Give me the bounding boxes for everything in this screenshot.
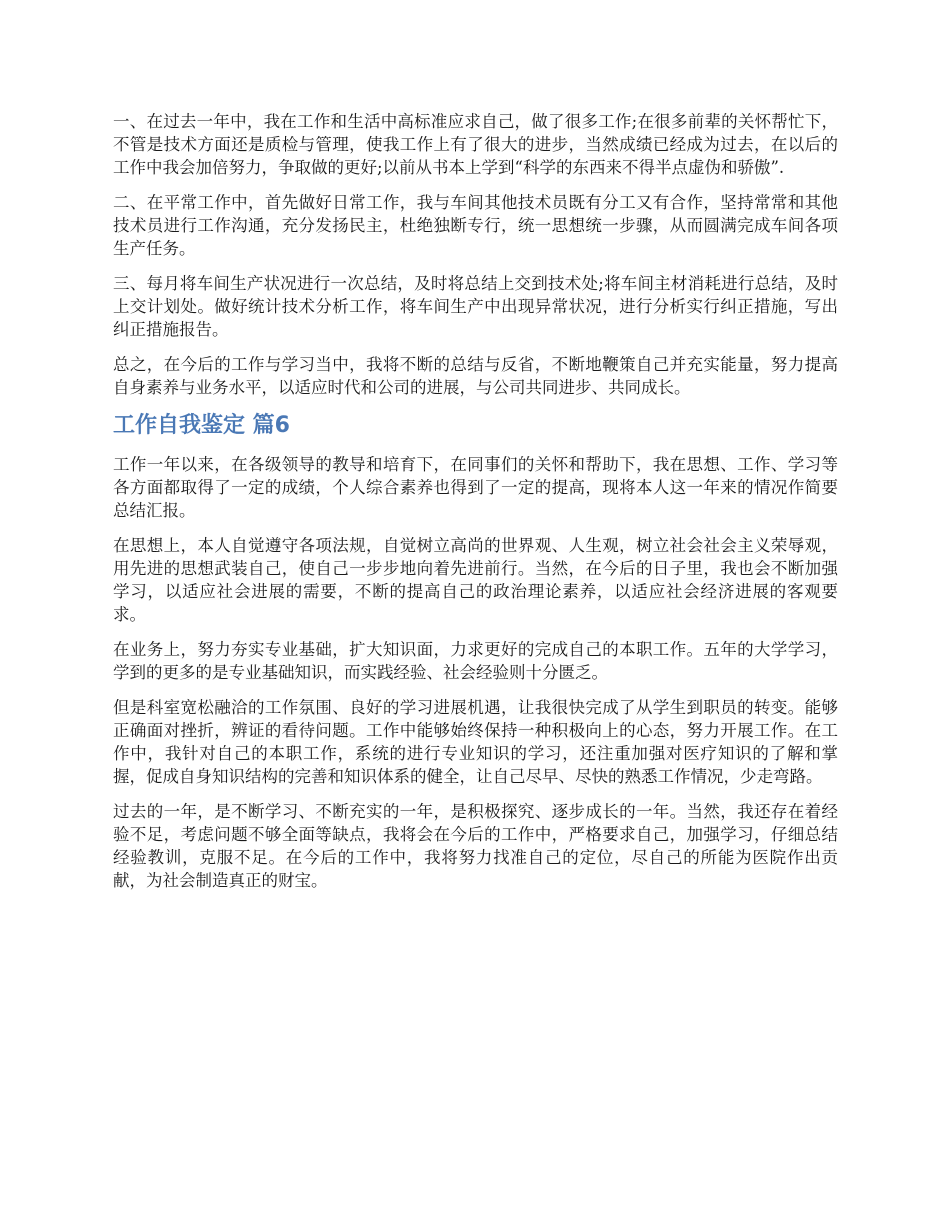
document-page [113,110,838,904]
section-heading: 工作自我鉴定 篇6 [113,413,290,438]
paragraph-1: 一、在过去一年中，我在工作和生活中高标准应求自己，做了很多工作;在很多前辈的关怀帮忙下，不管是技术方面还是质检与管理，使我工作上有了很大的进步，当然成绩已经成为过去，在以后的工作中我会加倍努力，争取做的更好;以前从书本上学到“科学的东西来不得半点虚伪和骄傲”. [113,112,838,177]
paragraph-8: 但是科室宽松融洽的工作氛围、良好的学习进展机遇，让我很快完成了从学生到职员的转变。能够正确面对挫折，辨证的看待问题。工作中能够始终保持一种积极向上的心态，努力开展工作。在工作中，我针对自己的本职工作，系统的进行专业知识的学习，还注重加强对医疗知识的了解和掌握，促成自身知识结构的完善和知识体系的健全，让自己尽早、尽快的熟悉工作情况，少走弯路。 [113,698,838,786]
paragraph-3: 三、每月将车间生产状况进行一次总结，及时将总结上交到技术处;将车间主材消耗进行总结，及时上交计划处。做好统计技术分析工作，将车间生产中出现异常状况，进行分析实行纠正措施，写出纠正措施报告。 [113,274,838,339]
paragraph-6: 在思想上，本人自觉遵守各项法规，自觉树立高尚的世界观、人生观，树立社会社会主义荣辱观，用先进的思想武装自己，使自己一步步地向着先进前行。当然，在今后的日子里，我也会不断加强学习，以适应社会进展的需要，不断的提高自己的政治理论素养，以适应社会经济进展的客观要求。 [113,536,838,624]
paragraph-4: 总之，在今后的工作与学习当中，我将不断的总结与反省，不断地鞭策自己并充实能量，努力提高自身素养与业务水平，以适应时代和公司的进展，与公司共同进步、共同成长。 [113,355,838,397]
paragraph-7: 在业务上，努力夯实专业基础，扩大知识面，力求更好的完成自己的本职工作。五年的大学学习，学到的更多的是专业基础知识，而实践经验、社会经验则十分匮乏。 [113,640,838,682]
paragraph-9: 过去的一年，是不断学习、不断充实的一年，是积极探究、逐步成长的一年。当然，我还存在着经验不足，考虑问题不够全面等缺点，我将会在今后的工作中，严格要求自己，加强学习，仔细总结经验教训，克服不足。在今后的工作中，我将努力找准自己的定位，尽自己的所能为医院作出贡献，为社会制造真正的财宝。 [113,802,838,890]
paragraph-5: 工作一年以来，在各级领导的教导和培育下，在同事们的关怀和帮助下，我在思想、工作、学习等各方面都取得了一定的成绩，个人综合素养也得到了一定的提高，现将本人这一年来的情况作简要总结汇报。 [113,455,838,520]
paragraph-2: 二、在平常工作中，首先做好日常工作，我与车间其他技术员既有分工又有合作，坚持常常和其他技术员进行工作沟通，充分发扬民主，杜绝独断专行，统一思想统一步骤，从而圆满完成车间各项生产任务。 [113,193,838,258]
